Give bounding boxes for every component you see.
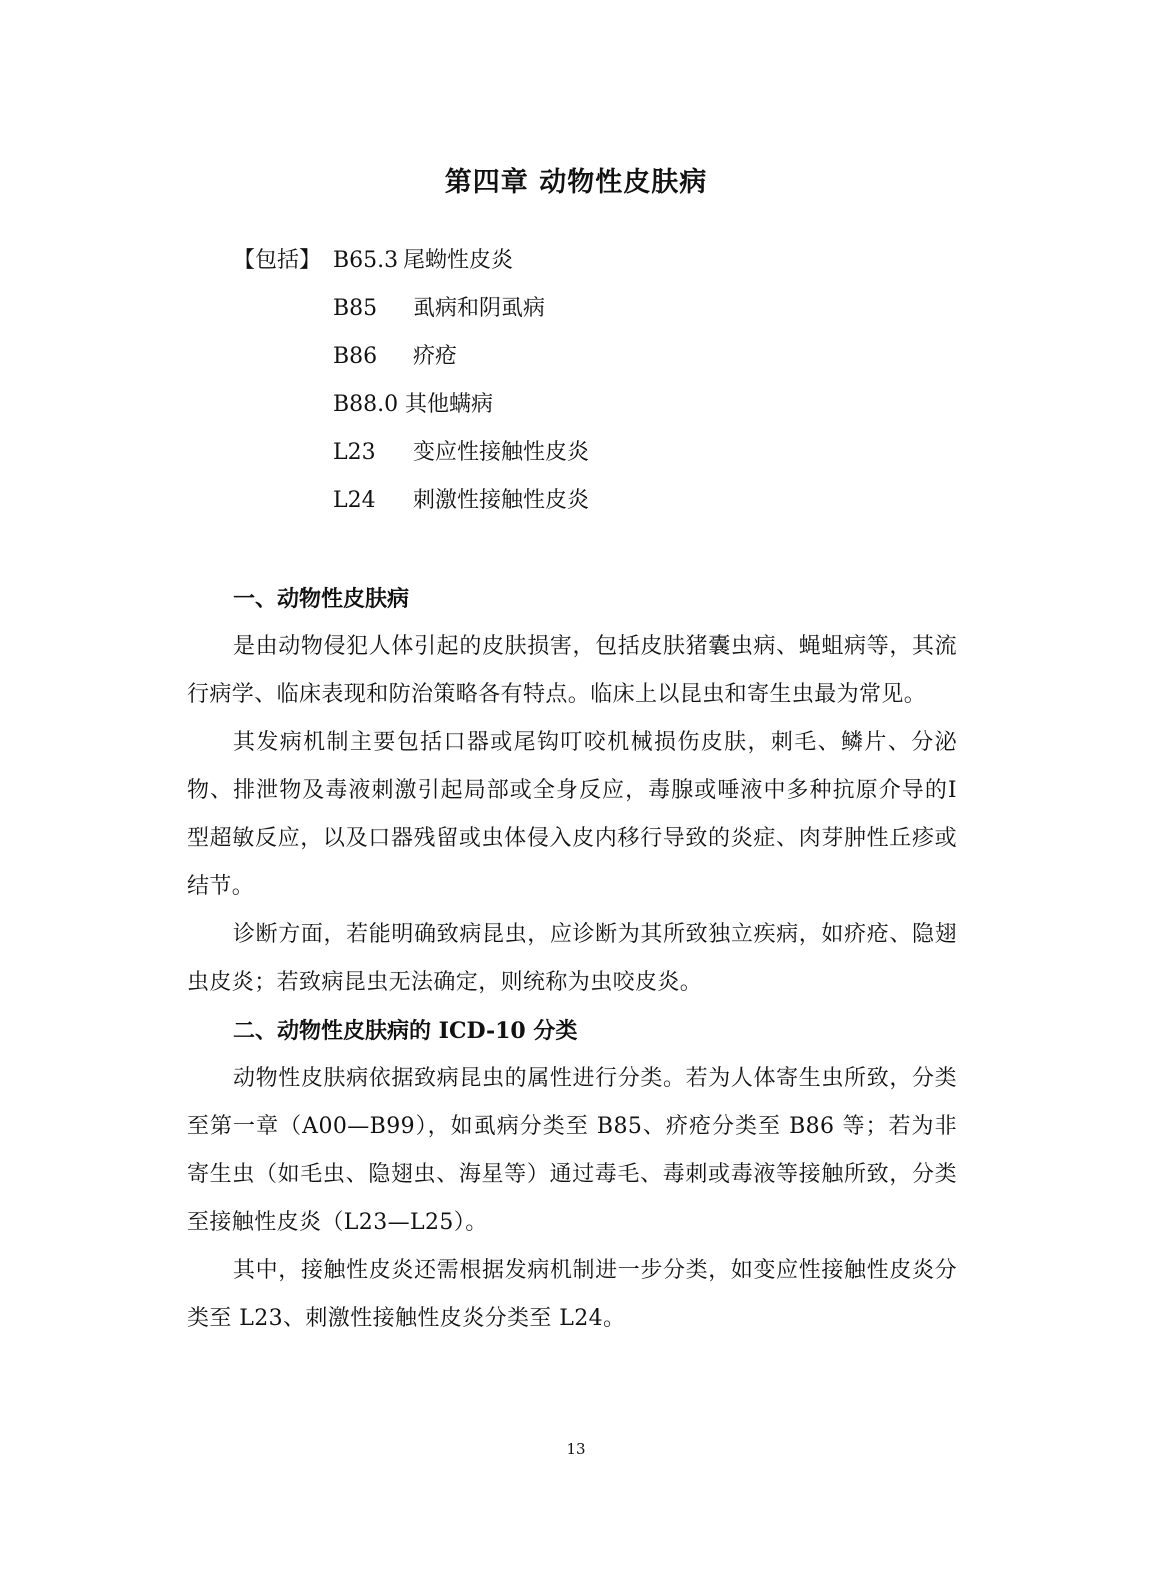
page-number: 13 bbox=[566, 1440, 586, 1458]
icd-code: L24 bbox=[333, 488, 376, 513]
section-animal-skin-disease bbox=[187, 575, 957, 1007]
paragraph: 其中，接触性皮炎还需根据发病机制进一步分类，如变应性接触性皮炎分类至 L23、刺激性接触性皮炎分类至 L24。 bbox=[187, 1258, 957, 1331]
icd-code: B85 bbox=[333, 296, 378, 321]
section-heading: 一、动物性皮肤病 bbox=[233, 586, 410, 612]
disease-name: 变应性接触性皮炎 bbox=[413, 440, 590, 465]
main-content bbox=[187, 575, 957, 1343]
paragraph: 是由动物侵犯人体引起的皮肤损害，包括皮肤猪囊虫病、蝇蛆病等，其流行病学、临床表现和防治策略各有特点。临床上以昆虫和寄生虫最为常见。 bbox=[187, 634, 957, 707]
disease-name: 刺激性接触性皮炎 bbox=[413, 488, 590, 513]
disease-name: 疥疮 bbox=[413, 344, 458, 369]
icd-code: L23 bbox=[333, 440, 376, 465]
section-heading: 二、动物性皮肤病的 ICD-10 分类 bbox=[233, 1018, 578, 1044]
paragraph: 诊断方面，若能明确致病昆虫，应诊断为其所致独立疾病，如疥疮、隐翅虫皮炎；若致病昆虫无法确定，则统称为虫咬皮炎。 bbox=[187, 922, 957, 995]
chapter-title: 第四章 动物性皮肤病 bbox=[444, 167, 708, 198]
paragraph: 动物性皮肤病依据致病昆虫的属性进行分类。若为人体寄生虫所致，分类至第一章（A00—B99），如虱病分类至 B85、疥疮分类至 B86 等；若为非寄生虫（如毛虫、隐翅虫、海星等）通过毒毛、毒刺或毒液等接触所致，分类至接触性皮炎（L23—L25）。 bbox=[187, 1066, 957, 1235]
disease-name: 尾蚴性皮炎 bbox=[403, 248, 514, 273]
icd-code: B88.0 bbox=[333, 392, 399, 417]
icd-code: B65.3 bbox=[333, 248, 399, 273]
section-icd10-classification bbox=[187, 1007, 957, 1343]
icd-code: B86 bbox=[333, 344, 378, 369]
includes-label: 【包括】 bbox=[233, 248, 322, 273]
disease-name: 其他螨病 bbox=[405, 392, 494, 417]
paragraph: 其发病机制主要包括口器或尾钩叮咬机械损伤皮肤，刺毛、鳞片、分泌物、排泄物及毒液刺激引起局部或全身反应，毒腺或唾液中多种抗原介导的Ⅰ型超敏反应，以及口器残留或虫体侵入皮内移行导致的炎症、肉芽肿性丘疹或结节。 bbox=[187, 730, 957, 899]
disease-name: 虱病和阴虱病 bbox=[413, 296, 546, 321]
